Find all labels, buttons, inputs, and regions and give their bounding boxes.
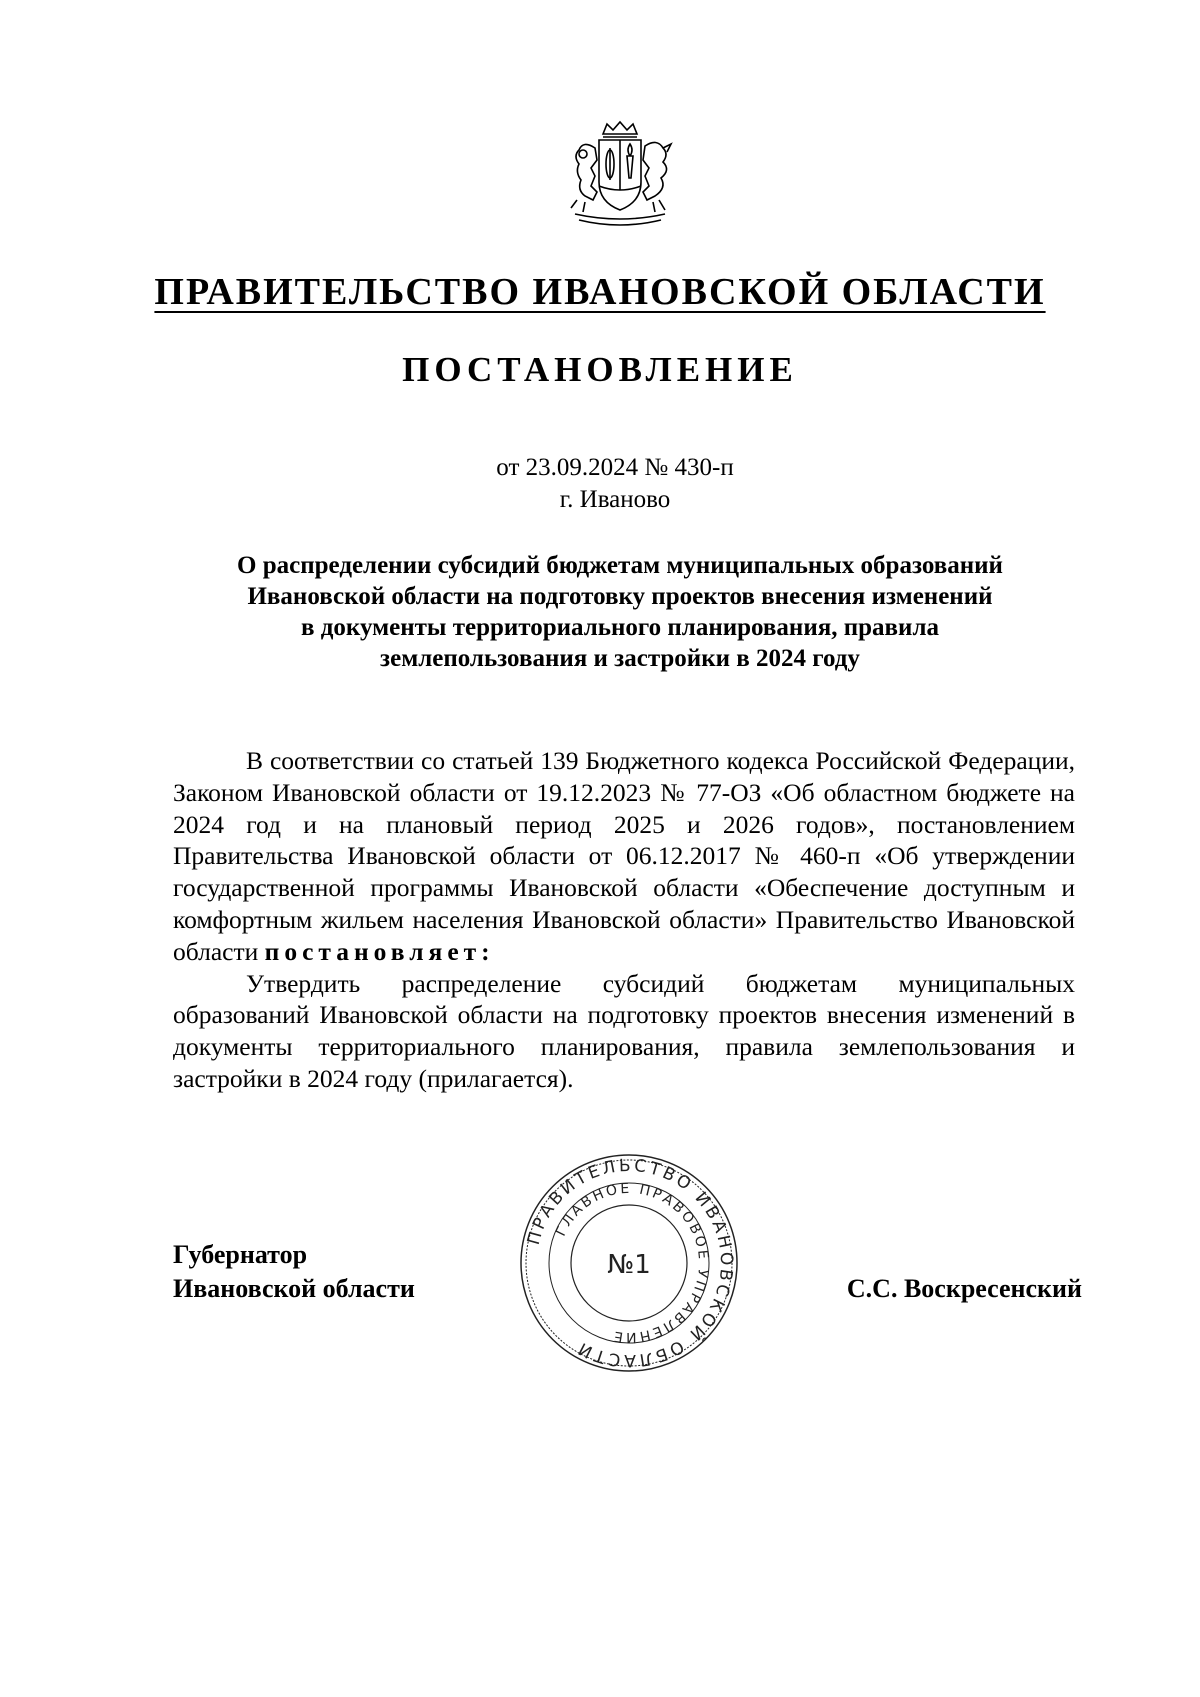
document-subject (160, 550, 1080, 674)
preamble-text: В соответствии со статьей 139 Бюджетного кодекса Российской Федерации, Законом Ивановской области от 19.12.2023 № 77-ОЗ «Об областном бюджете на 2024 год и на плановый период 2025 и 2026 годов», постановлением Правительства Ивановской области от 06.12.2017 № 460-п «Об утверждении государственной программы Ивановской области «Обеспечение доступным и комфортным жильем населения Ивановской области» Правительство Ивановской области (173, 746, 1075, 966)
stamp-number: №1 (607, 1250, 651, 1280)
official-stamp (518, 1152, 740, 1374)
subject-line: в документы территориального планирования, правила (301, 614, 939, 641)
body-paragraph-decision: Утвердить распределение субсидий бюджетам муниципальных образований Ивановской области на подготовку проектов внесения изменений в документы территориального планирования, правила землепользования и застройки в 2024 году (прилагается). (173, 968, 1075, 1093)
signatory-position-line: Губернатор (173, 1240, 308, 1269)
document-type: ПОСТАНОВЛЕНИЕ (402, 350, 798, 389)
signatory-name: С.С. Воскресенский (846, 1274, 1082, 1303)
stamp-inner-text: ГЛАВНОЕ ПРАВОВОЕ УПРАВЛЕНИЕ (552, 1180, 712, 1346)
decree-word: постановляет: (264, 936, 495, 966)
document-city: г. Иваново (559, 486, 671, 513)
ivanovo-coat-of-arms-icon (555, 120, 685, 230)
body-paragraph-preamble (173, 745, 1075, 968)
document-body (173, 745, 1075, 1095)
subject-line: землепользования и застройки в 2024 году (380, 645, 860, 672)
government-title-text: ПРАВИТЕЛЬСТВО ИВАНОВСКОЙ ОБЛАСТИ (154, 271, 1046, 313)
signatory-position-line: Ивановской области (173, 1274, 415, 1303)
document-date-number: от 23.09.2024 № 430-п (496, 454, 734, 481)
stamp-outer-text: ПРАВИТЕЛЬСТВО ИВАНОВСКОЙ ОБЛАСТИ (523, 1155, 737, 1371)
subject-line: Ивановской области на подготовку проектов внесения изменений (247, 583, 993, 610)
government-title (0, 268, 1200, 316)
signatory-position (173, 1238, 415, 1306)
subject-line: О распределении субсидий бюджетам муниципальных образований (237, 552, 1003, 579)
